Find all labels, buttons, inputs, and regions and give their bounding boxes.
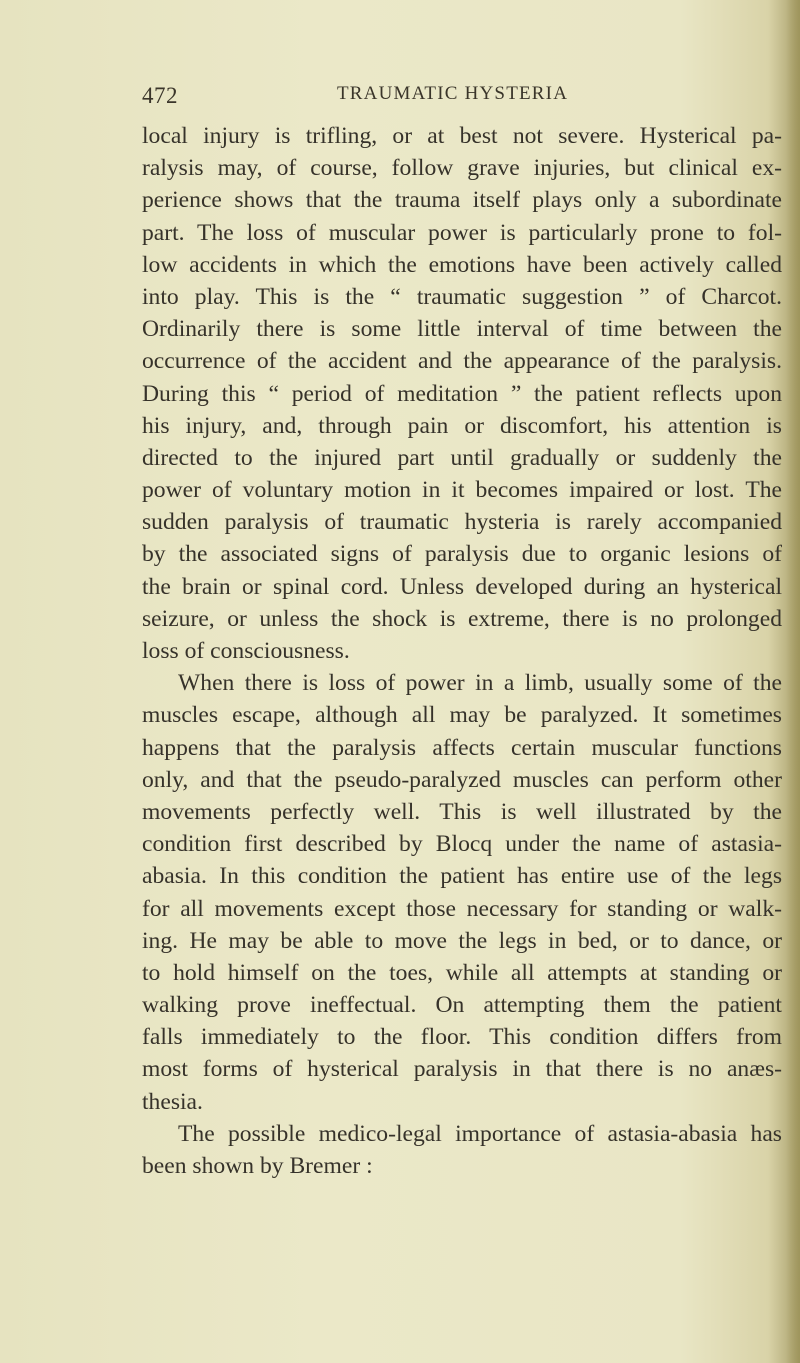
text-line: sudden paralysis of traumatic hysteria is rarely accompanied	[142, 509, 782, 536]
text-line: condition first described by Blocq under the name of astasia-	[142, 831, 782, 858]
text-line: thesia.	[142, 1088, 203, 1115]
text-line: walking prove ineffectual. On attempting them the patient	[142, 992, 782, 1019]
text-line: for all movements except those necessary for standing or walk-	[142, 895, 782, 922]
text-line: When there is loss of power in a limb, usually some of the	[178, 670, 782, 697]
text-line: the brain or spinal cord. Unless developed during an hysterical	[142, 573, 782, 600]
text-line: directed to the injured part until gradually or suddenly the	[142, 444, 782, 471]
text-line: part. The loss of muscular power is particularly prone to fol-	[142, 219, 782, 246]
text-line: been shown by Bremer :	[142, 1153, 373, 1179]
page-number: 472	[142, 83, 178, 108]
text-line: most forms of hysterical paralysis in that there is no anæs-	[142, 1056, 782, 1083]
body-text	[142, 120, 782, 1182]
text-line: his injury, and, through pain or discomfort, his attention is	[142, 412, 782, 439]
text-line: loss of consciousness.	[142, 638, 350, 664]
text-line: During this “ period of meditation ” the patient reflects upon	[142, 380, 782, 407]
text-line: movements perfectly well. This is well illustrated by the	[142, 798, 782, 825]
text-line: happens that the paralysis affects certain muscular functions	[142, 734, 782, 761]
text-line: Ordinarily there is some little interval of time between the	[142, 316, 782, 343]
text-line: seizure, or unless the shock is extreme, there is no prolonged	[142, 605, 782, 632]
text-line: ralysis may, of course, follow grave injuries, but clinical ex-	[142, 155, 782, 182]
text-line: power of voluntary motion in it becomes impaired or lost. The	[142, 477, 782, 504]
text-line: local injury is trifling, or at best not severe. Hysterical pa-	[142, 123, 782, 149]
running-title: TRAUMATIC HYSTERIA	[337, 83, 569, 104]
text-line: muscles escape, although all may be paralyzed. It sometimes	[142, 702, 782, 729]
text-line: The possible medico-legal importance of astasia-abasia has	[178, 1120, 782, 1147]
text-line: abasia. In this condition the patient has entire use of the legs	[142, 863, 782, 890]
text-line: into play. This is the “ traumatic suggestion ” of Charcot.	[142, 283, 782, 310]
text-line: occurrence of the accident and the appearance of the paralysis.	[142, 348, 782, 375]
text-line: falls immediately to the floor. This condition differs from	[142, 1024, 782, 1051]
running-head	[0, 83, 800, 117]
text-line: low accidents in which the emotions have been actively called	[142, 251, 782, 278]
text-line: perience shows that the trauma itself plays only a subordinate	[142, 187, 782, 214]
text-line: only, and that the pseudo-paralyzed muscles can perform other	[142, 766, 782, 793]
page-edge-shadow	[786, 0, 800, 1363]
text-line: by the associated signs of paralysis due to organic lesions of	[142, 541, 782, 568]
text-line: to hold himself on the toes, while all attempts at standing or	[142, 959, 782, 986]
text-line: ing. He may be able to move the legs in bed, or to dance, or	[142, 927, 782, 954]
